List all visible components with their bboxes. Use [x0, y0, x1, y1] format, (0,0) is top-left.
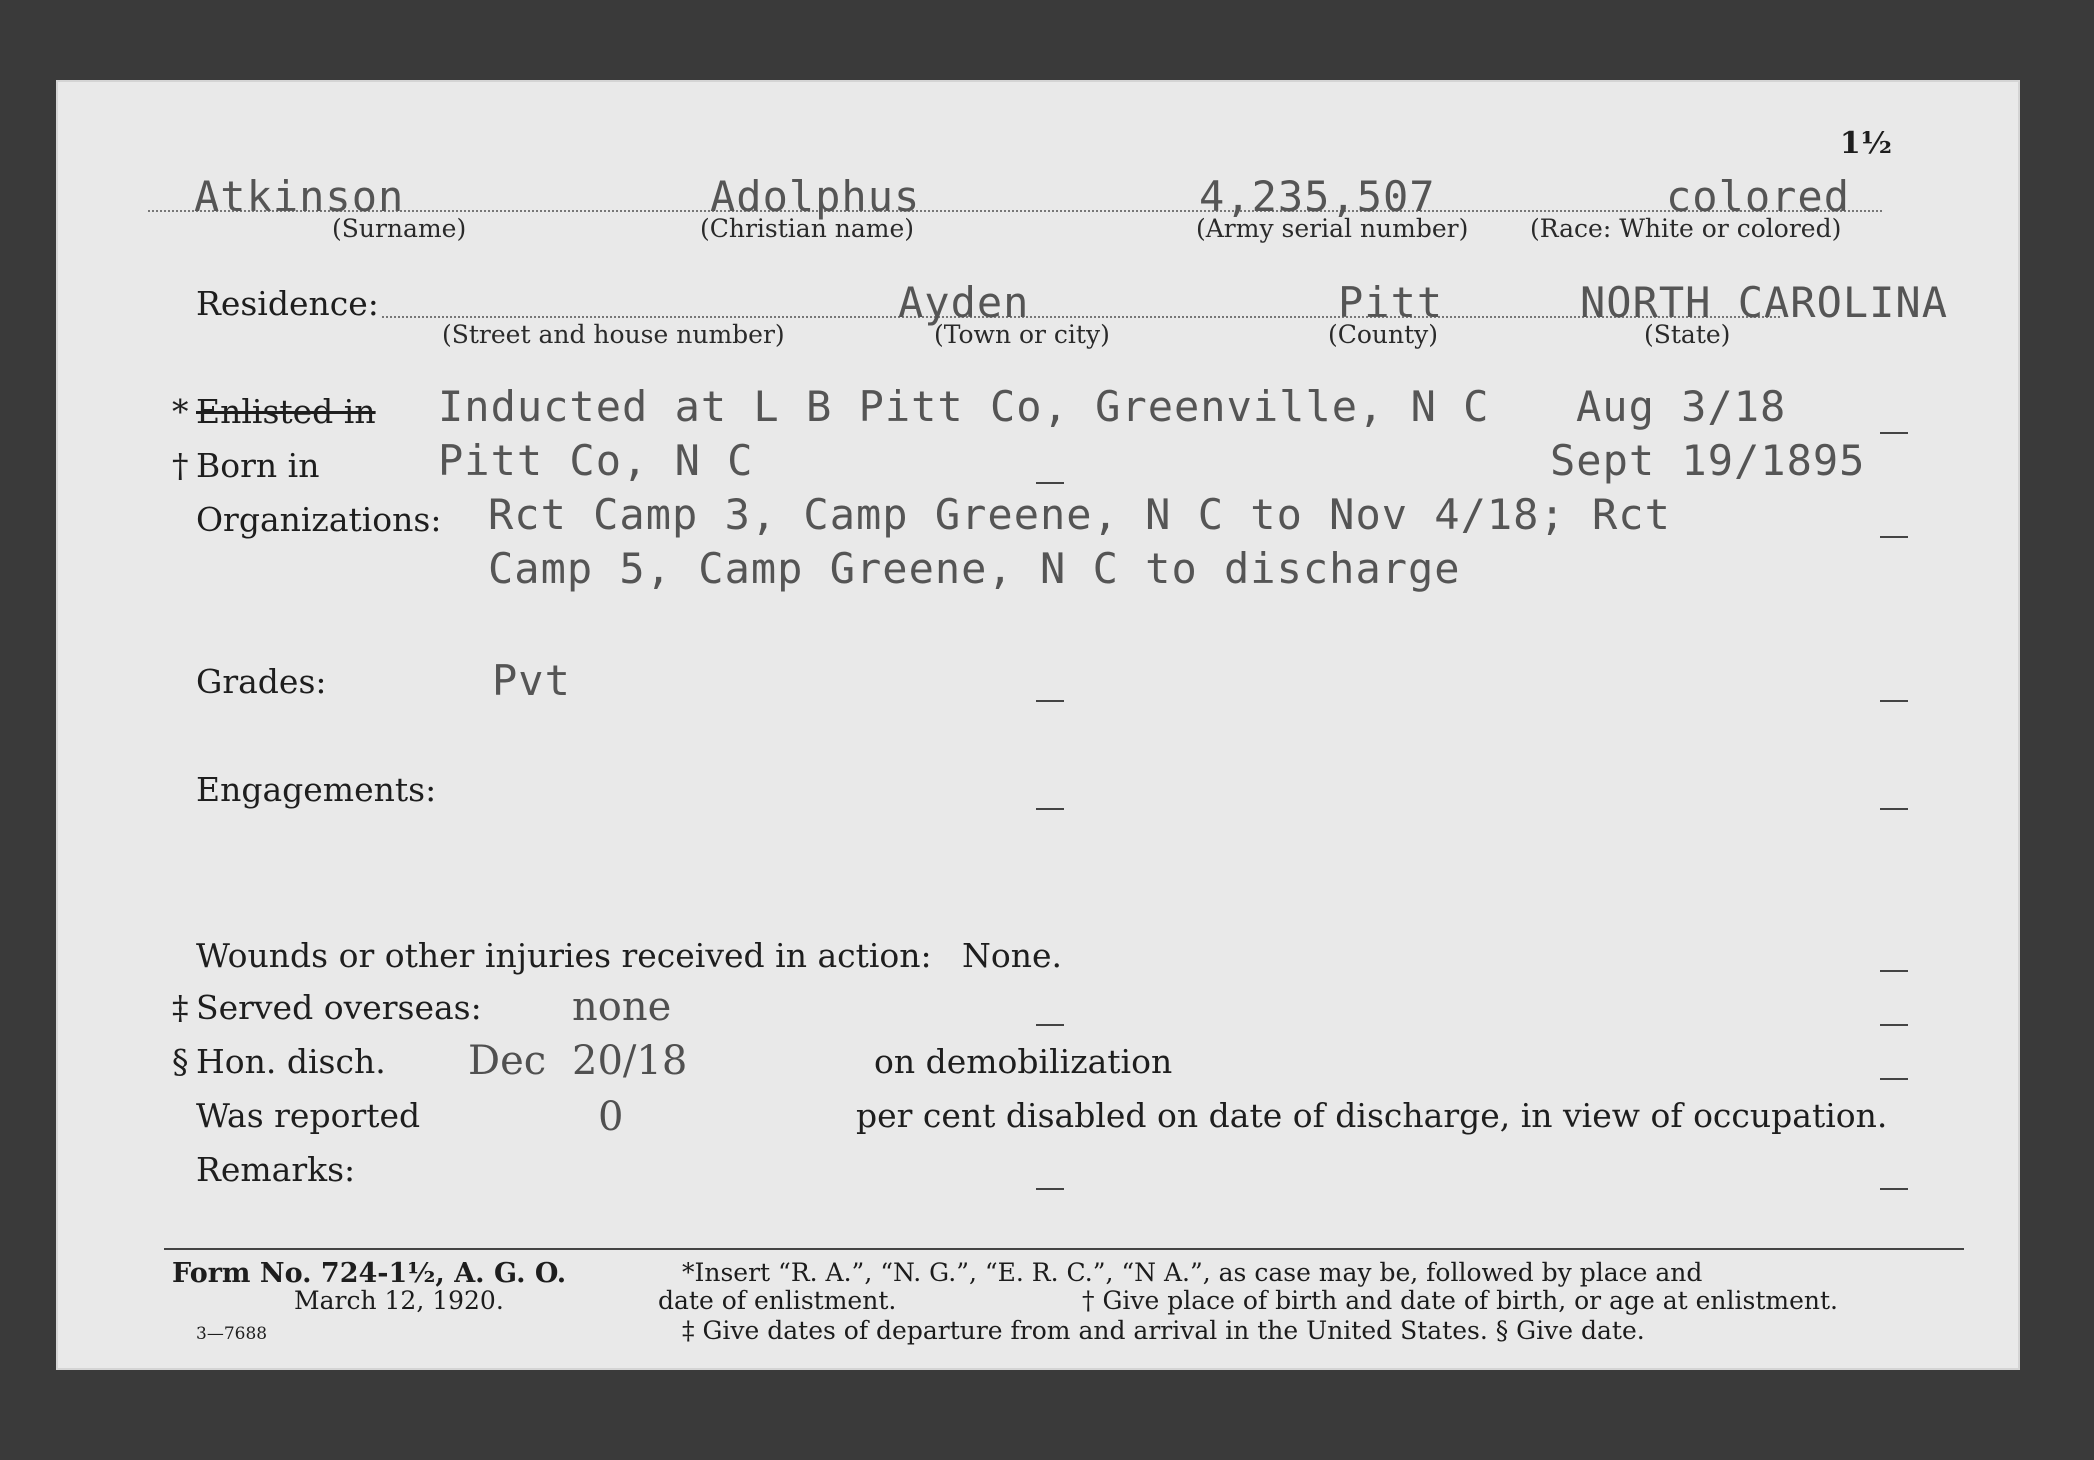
born-date: Sept 19/1895: [1550, 436, 1866, 485]
remarks-label: Remarks:: [196, 1150, 356, 1189]
state-value: NORTH CAROLINA: [1580, 278, 1949, 327]
overseas-value: none: [572, 984, 672, 1030]
wounds-value: None.: [962, 936, 1063, 975]
dash: [1036, 700, 1064, 702]
town-value: Ayden: [898, 278, 1030, 327]
born-marker: †: [172, 446, 189, 485]
town-caption: (Town or city): [934, 320, 1110, 349]
dash: [1880, 700, 1908, 702]
race-value: colored: [1666, 172, 1851, 221]
dash: [1880, 970, 1908, 972]
grades-value: Pvt: [492, 656, 571, 705]
county-caption: (County): [1328, 320, 1439, 349]
engagements-label: Engagements:: [196, 770, 437, 809]
christian-name-value: Adolphus: [710, 172, 921, 221]
dash: [1036, 1024, 1064, 1026]
reported-note: per cent disabled on date of discharge, in view of occupation.: [856, 1096, 1888, 1135]
footer-note-2a: date of enlistment.: [658, 1286, 897, 1315]
serial-number-value: 4,235,507: [1199, 172, 1436, 221]
dash: [1880, 432, 1908, 434]
surname-value: Atkinson: [194, 172, 405, 221]
footer-rule: [164, 1248, 1964, 1250]
dash: [1880, 808, 1908, 810]
dash: [1880, 1024, 1908, 1026]
footer-note-3: ‡ Give dates of departure from and arrival in the United States. § Give date.: [682, 1316, 1645, 1345]
organizations-line2: Camp 5, Camp Greene, N C to discharge: [488, 544, 1461, 593]
county-value: Pitt: [1338, 278, 1444, 327]
grades-label: Grades:: [196, 662, 327, 701]
form-code: 3—7688: [196, 1324, 268, 1344]
reported-label: Was reported: [196, 1096, 421, 1135]
form-number: Form No. 724-1½, A. G. O.: [172, 1258, 567, 1289]
enlisted-date: Aug 3/18: [1576, 382, 1787, 431]
serial-caption: (Army serial number): [1196, 214, 1469, 243]
reported-value: 0: [598, 1094, 624, 1140]
dash: [1880, 1188, 1908, 1190]
enlisted-label: Enlisted in: [196, 392, 376, 431]
wounds-label: Wounds or other injuries received in action:: [196, 936, 932, 975]
dash: [1036, 808, 1064, 810]
dash: [1880, 536, 1908, 538]
service-card: [56, 80, 2020, 1370]
organizations-label: Organizations:: [196, 500, 442, 539]
residence-label: Residence:: [196, 284, 379, 323]
corner-number: 1½: [1839, 126, 1892, 161]
dash: [1036, 482, 1064, 484]
discharge-month: Dec: [468, 1038, 547, 1084]
dash: [1036, 1188, 1064, 1190]
footer-note-2b: † Give place of birth and date of birth, or age at enlistment.: [1082, 1286, 1838, 1315]
enlisted-value: Inducted at L B Pitt Co, Greenville, N C: [438, 382, 1490, 431]
discharge-note: on demobilization: [874, 1042, 1173, 1081]
discharge-label: Hon. disch.: [196, 1042, 386, 1081]
organizations-line1: Rct Camp 3, Camp Greene, N C to Nov 4/18; Rct: [488, 490, 1671, 539]
born-label: Born in: [196, 446, 320, 485]
overseas-label: Served overseas:: [196, 988, 482, 1027]
surname-caption: (Surname): [332, 214, 467, 243]
enlisted-marker: *: [172, 392, 189, 431]
discharge-day: 20/18: [572, 1038, 688, 1084]
race-caption: (Race: White or colored): [1530, 214, 1842, 243]
christian-caption: (Christian name): [700, 214, 915, 243]
overseas-marker: ‡: [172, 988, 189, 1027]
born-value: Pitt Co, N C: [438, 436, 754, 485]
street-caption: (Street and house number): [442, 320, 785, 349]
footer-note-1: *Insert “R. A.”, “N. G.”, “E. R. C.”, “N A.”, as case may be, followed by place and: [682, 1258, 1703, 1287]
form-date: March 12, 1920.: [294, 1286, 504, 1315]
residence-line: [382, 316, 1780, 318]
name-line: [148, 210, 1882, 212]
state-caption: (State): [1644, 320, 1731, 349]
dash: [1880, 1078, 1908, 1080]
discharge-marker: §: [172, 1042, 189, 1081]
